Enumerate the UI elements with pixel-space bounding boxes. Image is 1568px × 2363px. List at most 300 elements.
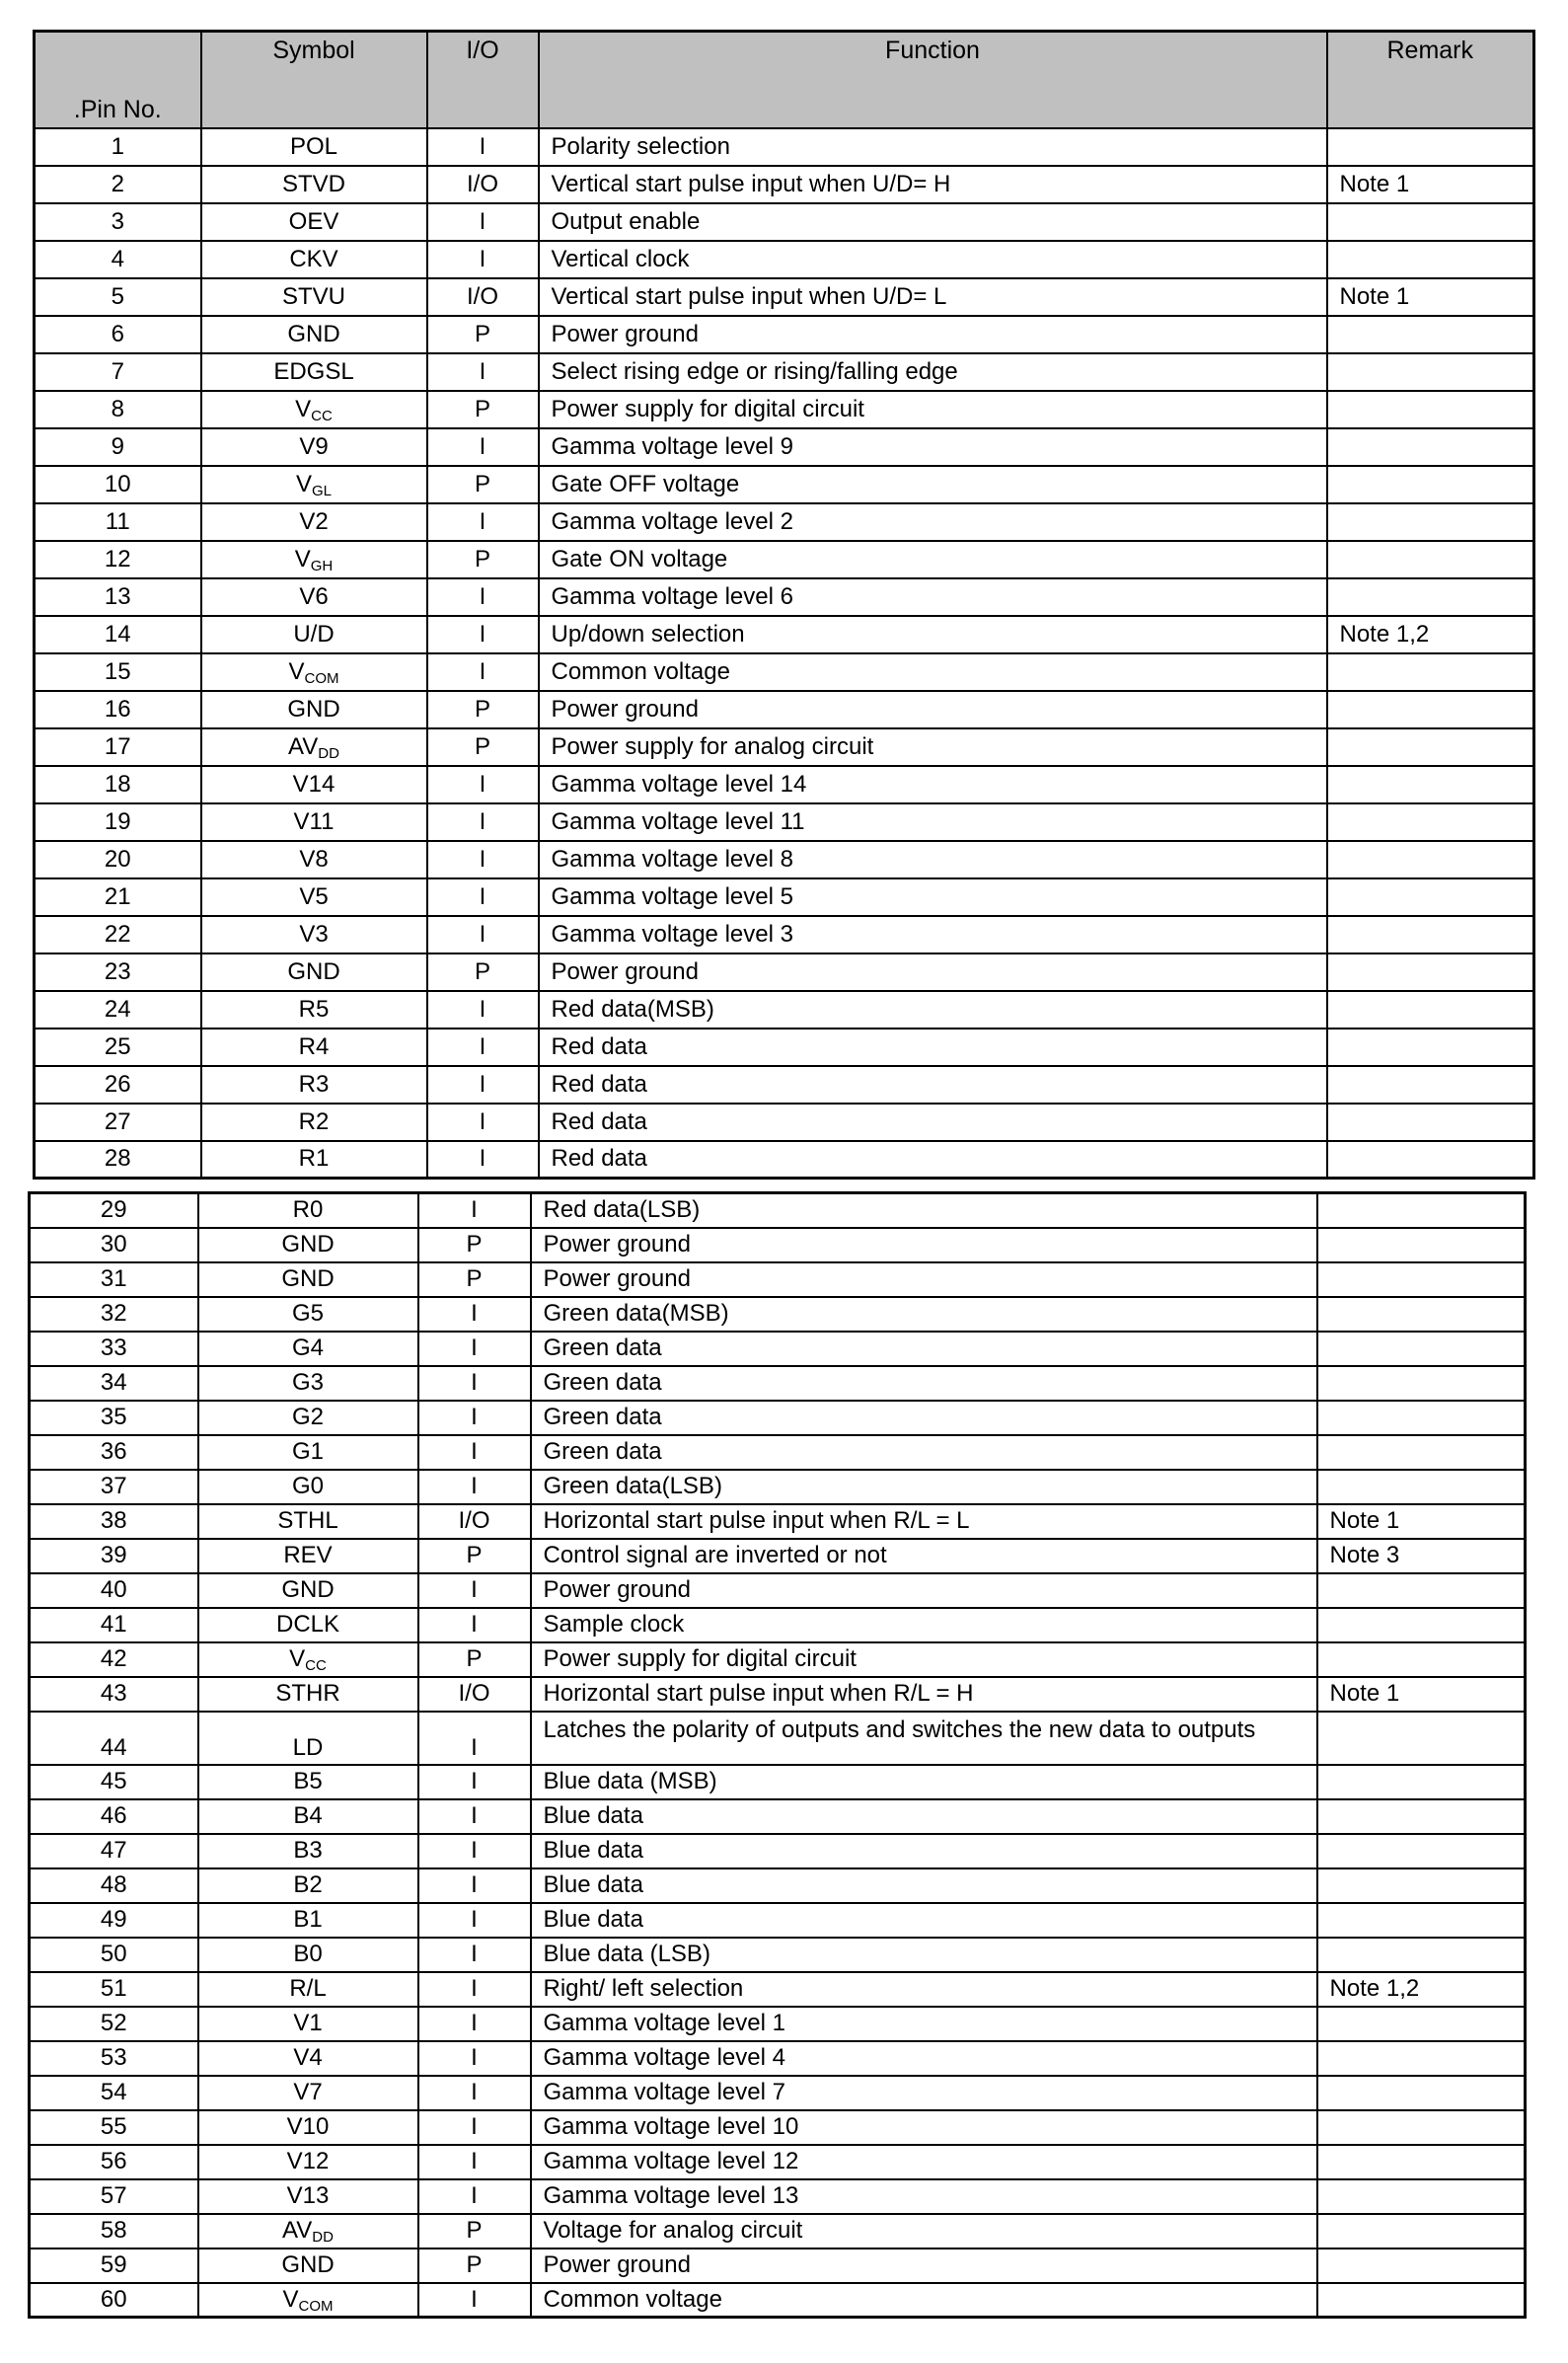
function-cell: Gamma voltage level 4 <box>531 2041 1317 2076</box>
io-cell: I <box>427 803 539 841</box>
function-cell: Green data(LSB) <box>531 1470 1317 1504</box>
symbol-text: G3 <box>291 1369 324 1396</box>
pin-number-cell: 34 <box>30 1366 198 1401</box>
table-row <box>30 1677 1526 1712</box>
symbol-cell <box>201 166 427 203</box>
function-cell: Green data(MSB) <box>531 1297 1317 1332</box>
remark-cell <box>1317 1193 1526 1228</box>
remark-cell <box>1317 2145 1526 2179</box>
table-row <box>30 2110 1526 2145</box>
remark-cell: Note 1 <box>1317 1504 1526 1539</box>
io-cell: I <box>418 1799 531 1834</box>
symbol-text: R2 <box>298 1107 330 1135</box>
symbol-cell <box>198 2249 418 2283</box>
table-row <box>30 2179 1526 2214</box>
table-row <box>35 878 1534 916</box>
io-cell: I/O <box>418 1504 531 1539</box>
io-cell: I <box>427 128 539 166</box>
symbol-cell <box>198 2007 418 2041</box>
remark-cell <box>1317 1332 1526 1366</box>
pin-number-cell: 7 <box>35 353 201 391</box>
symbol-subscript: CC <box>305 1657 327 1674</box>
remark-cell <box>1317 1228 1526 1262</box>
io-cell: I <box>427 916 539 953</box>
io-cell: I <box>418 1193 531 1228</box>
header-function: Function <box>539 32 1327 128</box>
symbol-cell <box>198 1765 418 1799</box>
symbol-cell <box>201 841 427 878</box>
table-row <box>35 241 1534 278</box>
function-cell: Sample clock <box>531 1608 1317 1642</box>
function-cell: Power ground <box>531 2249 1317 2283</box>
pin-number-cell: 8 <box>35 391 201 428</box>
pin-number-cell: 22 <box>35 916 201 953</box>
pin-number-cell: 26 <box>35 1066 201 1104</box>
symbol-cell <box>198 2110 418 2145</box>
symbol-subscript: DD <box>312 2229 334 2246</box>
symbol-cell <box>198 1677 418 1712</box>
remark-cell <box>1327 1029 1534 1066</box>
io-cell: I <box>418 1903 531 1938</box>
remark-cell <box>1317 2214 1526 2249</box>
io-cell: P <box>427 391 539 428</box>
symbol-text: V6 <box>299 582 329 610</box>
symbol-text: R1 <box>298 1145 330 1173</box>
function-cell: Power supply for digital circuit <box>531 1642 1317 1677</box>
symbol-cell <box>198 1608 418 1642</box>
io-cell: I/O <box>418 1677 531 1712</box>
symbol-text: V9 <box>299 432 329 460</box>
pin-number-cell: 40 <box>30 1573 198 1608</box>
header-pin-no: .Pin No. <box>35 32 201 128</box>
table-row <box>35 841 1534 878</box>
io-cell: P <box>427 541 539 578</box>
pin-number-cell: 57 <box>30 2179 198 2214</box>
remark-cell <box>1327 691 1534 728</box>
pin-number-cell: 11 <box>35 503 201 541</box>
remark-cell <box>1317 2283 1526 2318</box>
function-cell: Blue data (LSB) <box>531 1938 1317 1972</box>
io-cell: I <box>427 203 539 241</box>
symbol-text: V <box>288 657 305 685</box>
remark-cell <box>1317 2179 1526 2214</box>
function-cell: Power supply for digital circuit <box>539 391 1327 428</box>
symbol-cell <box>198 1435 418 1470</box>
io-cell: I <box>427 991 539 1029</box>
function-cell: Gamma voltage level 6 <box>539 578 1327 616</box>
pin-number-cell: 33 <box>30 1332 198 1366</box>
pin-number-cell: 21 <box>35 878 201 916</box>
io-cell: I <box>418 2145 531 2179</box>
function-cell: Red data <box>539 1066 1327 1104</box>
symbol-cell <box>198 1938 418 1972</box>
symbol-cell <box>198 1642 418 1677</box>
io-cell: I <box>418 1366 531 1401</box>
remark-cell <box>1327 841 1534 878</box>
symbol-cell <box>198 1193 418 1228</box>
remark-cell <box>1317 1712 1526 1765</box>
remark-cell <box>1317 1642 1526 1677</box>
pin-number-cell: 9 <box>35 428 201 466</box>
table-row <box>30 1938 1526 1972</box>
remark-cell <box>1317 1297 1526 1332</box>
symbol-text: V1 <box>293 2010 323 2036</box>
symbol-subscript: COM <box>304 669 339 687</box>
pin-number-cell: 58 <box>30 2214 198 2249</box>
remark-cell <box>1327 503 1534 541</box>
pin-number-cell: 2 <box>35 166 201 203</box>
pin-number-cell: 41 <box>30 1608 198 1642</box>
table-row <box>35 1141 1534 1179</box>
remark-cell <box>1327 391 1534 428</box>
pin-number-cell: 10 <box>35 466 201 503</box>
io-cell: I <box>427 353 539 391</box>
table-row <box>35 541 1534 578</box>
symbol-cell <box>201 466 427 503</box>
pin-number-cell: 44 <box>30 1712 198 1765</box>
io-cell: P <box>418 1228 531 1262</box>
symbol-cell <box>198 1573 418 1608</box>
remark-cell: Note 1 <box>1317 1677 1526 1712</box>
function-cell: Control signal are inverted or not <box>531 1539 1317 1573</box>
symbol-cell <box>198 2283 418 2318</box>
pin-number-cell: 56 <box>30 2145 198 2179</box>
symbol-cell <box>201 953 427 991</box>
remark-cell: Note 1,2 <box>1317 1972 1526 2007</box>
symbol-cell <box>198 2041 418 2076</box>
symbol-text: V13 <box>286 2182 330 2209</box>
function-cell: Horizontal start pulse input when R/L = L <box>531 1504 1317 1539</box>
io-cell: P <box>427 728 539 766</box>
symbol-cell <box>201 316 427 353</box>
table-row <box>30 1608 1526 1642</box>
pin-number-cell: 60 <box>30 2283 198 2318</box>
remark-cell: Note 1,2 <box>1327 616 1534 653</box>
pin-number-cell: 27 <box>35 1104 201 1141</box>
symbol-cell <box>198 1262 418 1297</box>
table-row <box>35 691 1534 728</box>
table-row <box>30 1868 1526 1903</box>
io-cell: I <box>427 1141 539 1179</box>
function-cell: Gamma voltage level 1 <box>531 2007 1317 2041</box>
io-cell: I <box>427 841 539 878</box>
io-cell: I <box>418 1765 531 1799</box>
pin-number-cell: 48 <box>30 1868 198 1903</box>
io-cell: I <box>418 1712 531 1765</box>
symbol-cell <box>198 1972 418 2007</box>
io-cell: I <box>418 2076 531 2110</box>
table-row <box>35 466 1534 503</box>
io-cell: I <box>427 503 539 541</box>
symbol-text: V <box>289 1645 306 1672</box>
pin-number-cell: 29 <box>30 1193 198 1228</box>
symbol-text: R0 <box>292 1196 324 1224</box>
function-cell: Gamma voltage level 2 <box>539 503 1327 541</box>
symbol-cell <box>198 1799 418 1834</box>
table-row <box>30 1972 1526 2007</box>
table-row <box>35 353 1534 391</box>
symbol-text: R4 <box>298 1032 330 1060</box>
table-row <box>35 203 1534 241</box>
function-cell: Latches the polarity of outputs and switches the new data to outputs <box>531 1712 1317 1765</box>
function-cell: Voltage for analog circuit <box>531 2214 1317 2249</box>
pin-number-cell: 12 <box>35 541 201 578</box>
remark-cell <box>1327 1141 1534 1179</box>
symbol-cell <box>198 2076 418 2110</box>
symbol-text: B3 <box>293 1837 323 1864</box>
symbol-text: B0 <box>293 1941 323 1967</box>
function-cell: Blue data <box>531 1868 1317 1903</box>
symbol-cell <box>201 916 427 953</box>
io-cell: I <box>418 1834 531 1868</box>
io-cell: I <box>418 2110 531 2145</box>
io-cell: I <box>418 1938 531 1972</box>
pin-number-cell: 55 <box>30 2110 198 2145</box>
remark-cell <box>1317 2076 1526 2110</box>
io-cell: I <box>418 1435 531 1470</box>
remark-cell <box>1317 1799 1526 1834</box>
symbol-cell <box>201 766 427 803</box>
io-cell: I <box>418 1297 531 1332</box>
function-cell: Gamma voltage level 14 <box>539 766 1327 803</box>
pin-number-cell: 59 <box>30 2249 198 2283</box>
symbol-text: B5 <box>293 1768 323 1794</box>
pin-number-cell: 52 <box>30 2007 198 2041</box>
pin-number-cell: 32 <box>30 1297 198 1332</box>
symbol-text: R3 <box>298 1070 330 1098</box>
remark-cell: Note 3 <box>1317 1539 1526 1573</box>
remark-cell <box>1317 2041 1526 2076</box>
pin-number-cell: 36 <box>30 1435 198 1470</box>
symbol-cell <box>201 616 427 653</box>
function-cell: Red data(MSB) <box>539 991 1327 1029</box>
symbol-cell <box>201 1066 427 1104</box>
function-cell: Power ground <box>531 1262 1317 1297</box>
function-cell: Gamma voltage level 7 <box>531 2076 1317 2110</box>
symbol-cell <box>198 1401 418 1435</box>
pin-number-cell: 35 <box>30 1401 198 1435</box>
table-row <box>30 1903 1526 1938</box>
table-row <box>30 2283 1526 2318</box>
function-cell: Gamma voltage level 3 <box>539 916 1327 953</box>
function-cell: Gamma voltage level 12 <box>531 2145 1317 2179</box>
function-cell: Gate OFF voltage <box>539 466 1327 503</box>
table-row <box>30 2214 1526 2249</box>
symbol-subscript: COM <box>298 2297 334 2315</box>
symbol-text: STHR <box>275 1680 340 1707</box>
io-cell: I <box>418 2007 531 2041</box>
table-row <box>35 766 1534 803</box>
remark-cell <box>1327 466 1534 503</box>
function-cell: Gamma voltage level 13 <box>531 2179 1317 2214</box>
table-row <box>30 1435 1526 1470</box>
symbol-cell <box>201 691 427 728</box>
symbol-cell <box>201 653 427 691</box>
remark-cell <box>1317 1366 1526 1401</box>
table-row <box>30 1573 1526 1608</box>
symbol-cell <box>201 241 427 278</box>
symbol-cell <box>198 1903 418 1938</box>
pin-number-cell: 31 <box>30 1262 198 1297</box>
symbol-cell <box>198 2214 418 2249</box>
io-cell: P <box>418 2214 531 2249</box>
symbol-text: STVD <box>281 170 345 197</box>
function-cell: Polarity selection <box>539 128 1327 166</box>
io-cell: P <box>418 2249 531 2283</box>
symbol-cell <box>198 1228 418 1262</box>
io-cell: I/O <box>427 278 539 316</box>
symbol-text: G1 <box>291 1438 324 1465</box>
function-cell: Common voltage <box>539 653 1327 691</box>
table-row <box>30 1366 1526 1401</box>
table-row <box>35 1029 1534 1066</box>
pin-number-cell: 24 <box>35 991 201 1029</box>
function-cell: Vertical start pulse input when U/D= L <box>539 278 1327 316</box>
pin-number-cell: 30 <box>30 1228 198 1262</box>
function-cell: Gamma voltage level 5 <box>539 878 1327 916</box>
symbol-cell <box>201 878 427 916</box>
remark-cell <box>1317 2249 1526 2283</box>
function-cell: Red data <box>539 1029 1327 1066</box>
remark-cell <box>1327 128 1534 166</box>
table-row <box>35 1066 1534 1104</box>
remark-cell: Note 1 <box>1327 278 1534 316</box>
function-cell: Right/ left selection <box>531 1972 1317 2007</box>
io-cell: I <box>418 1573 531 1608</box>
header-row <box>35 32 1534 128</box>
symbol-cell <box>198 1470 418 1504</box>
io-cell: I <box>418 1470 531 1504</box>
remark-cell <box>1317 1903 1526 1938</box>
symbol-cell <box>201 428 427 466</box>
function-cell: Gamma voltage level 9 <box>539 428 1327 466</box>
table-row <box>35 316 1534 353</box>
function-cell: Blue data <box>531 1799 1317 1834</box>
table-row <box>30 1799 1526 1834</box>
symbol-text: V14 <box>292 770 336 798</box>
function-cell: Gamma voltage level 8 <box>539 841 1327 878</box>
symbol-text: V <box>295 395 312 422</box>
symbol-text: V2 <box>299 507 329 535</box>
symbol-text: V5 <box>299 882 329 910</box>
symbol-text: G4 <box>291 1334 324 1361</box>
pin-number-cell: 28 <box>35 1141 201 1179</box>
io-cell: P <box>418 1539 531 1573</box>
pin-number-cell: 19 <box>35 803 201 841</box>
io-cell: I/O <box>427 166 539 203</box>
table-row <box>35 128 1534 166</box>
function-cell: Common voltage <box>531 2283 1317 2318</box>
remark-cell <box>1327 203 1534 241</box>
table-row <box>30 1642 1526 1677</box>
io-cell: P <box>418 1642 531 1677</box>
remark-cell <box>1317 2110 1526 2145</box>
symbol-text: REV <box>283 1542 333 1568</box>
symbol-text: AV <box>282 2217 313 2244</box>
symbol-text: GND <box>287 320 340 347</box>
function-cell: Green data <box>531 1435 1317 1470</box>
remark-cell <box>1317 1470 1526 1504</box>
pin-table-part-1 <box>33 30 1535 1180</box>
table-row <box>30 1193 1526 1228</box>
symbol-text: G5 <box>291 1300 324 1327</box>
symbol-text: V <box>282 2285 299 2313</box>
symbol-subscript: GH <box>310 557 334 574</box>
function-cell: Gamma voltage level 11 <box>539 803 1327 841</box>
symbol-text: G2 <box>291 1404 324 1430</box>
symbol-text: V3 <box>299 920 329 948</box>
function-cell: Power ground <box>539 953 1327 991</box>
pin-number-cell: 14 <box>35 616 201 653</box>
symbol-cell <box>201 541 427 578</box>
symbol-cell <box>201 1029 427 1066</box>
symbol-text: GND <box>287 695 340 723</box>
symbol-text: U/D <box>293 620 335 648</box>
table-row <box>35 916 1534 953</box>
symbol-cell <box>198 1539 418 1573</box>
function-cell: Up/down selection <box>539 616 1327 653</box>
function-cell: Green data <box>531 1366 1317 1401</box>
symbol-text: GND <box>287 957 340 985</box>
table-row <box>30 1228 1526 1262</box>
function-cell: Red data <box>539 1104 1327 1141</box>
pin-number-cell: 25 <box>35 1029 201 1066</box>
symbol-text: V11 <box>293 807 335 835</box>
table-row <box>35 616 1534 653</box>
remark-cell <box>1327 1066 1534 1104</box>
function-cell: Power ground <box>539 691 1327 728</box>
io-cell: I <box>427 578 539 616</box>
function-cell: Power ground <box>531 1573 1317 1608</box>
symbol-text: B1 <box>293 1906 323 1933</box>
symbol-cell <box>198 1712 418 1765</box>
remark-cell <box>1317 1435 1526 1470</box>
symbol-cell <box>198 1504 418 1539</box>
table-row <box>30 1539 1526 1573</box>
pin-number-cell: 51 <box>30 1972 198 2007</box>
pin-number-cell: 42 <box>30 1642 198 1677</box>
table-row <box>30 1470 1526 1504</box>
remark-cell <box>1317 1834 1526 1868</box>
remark-cell <box>1327 241 1534 278</box>
function-cell: Vertical start pulse input when U/D= H <box>539 166 1327 203</box>
table-row <box>35 653 1534 691</box>
symbol-cell <box>201 353 427 391</box>
symbol-cell <box>198 1332 418 1366</box>
header-io: I/O <box>427 32 539 128</box>
pin-number-cell: 3 <box>35 203 201 241</box>
io-cell: I <box>427 653 539 691</box>
io-cell: I <box>427 766 539 803</box>
io-cell: P <box>418 1262 531 1297</box>
pin-number-cell: 15 <box>35 653 201 691</box>
remark-cell <box>1317 2007 1526 2041</box>
function-cell: Power supply for analog circuit <box>539 728 1327 766</box>
table-row <box>30 2007 1526 2041</box>
io-cell: I <box>418 2283 531 2318</box>
symbol-cell <box>201 278 427 316</box>
remark-cell <box>1317 1262 1526 1297</box>
symbol-cell <box>198 1297 418 1332</box>
io-cell: I <box>418 2041 531 2076</box>
symbol-text: R5 <box>298 995 330 1023</box>
io-cell: P <box>427 466 539 503</box>
function-cell: Power ground <box>539 316 1327 353</box>
pin-number-cell: 54 <box>30 2076 198 2110</box>
remark-cell <box>1327 653 1534 691</box>
function-cell: Output enable <box>539 203 1327 241</box>
function-cell: Gamma voltage level 10 <box>531 2110 1317 2145</box>
